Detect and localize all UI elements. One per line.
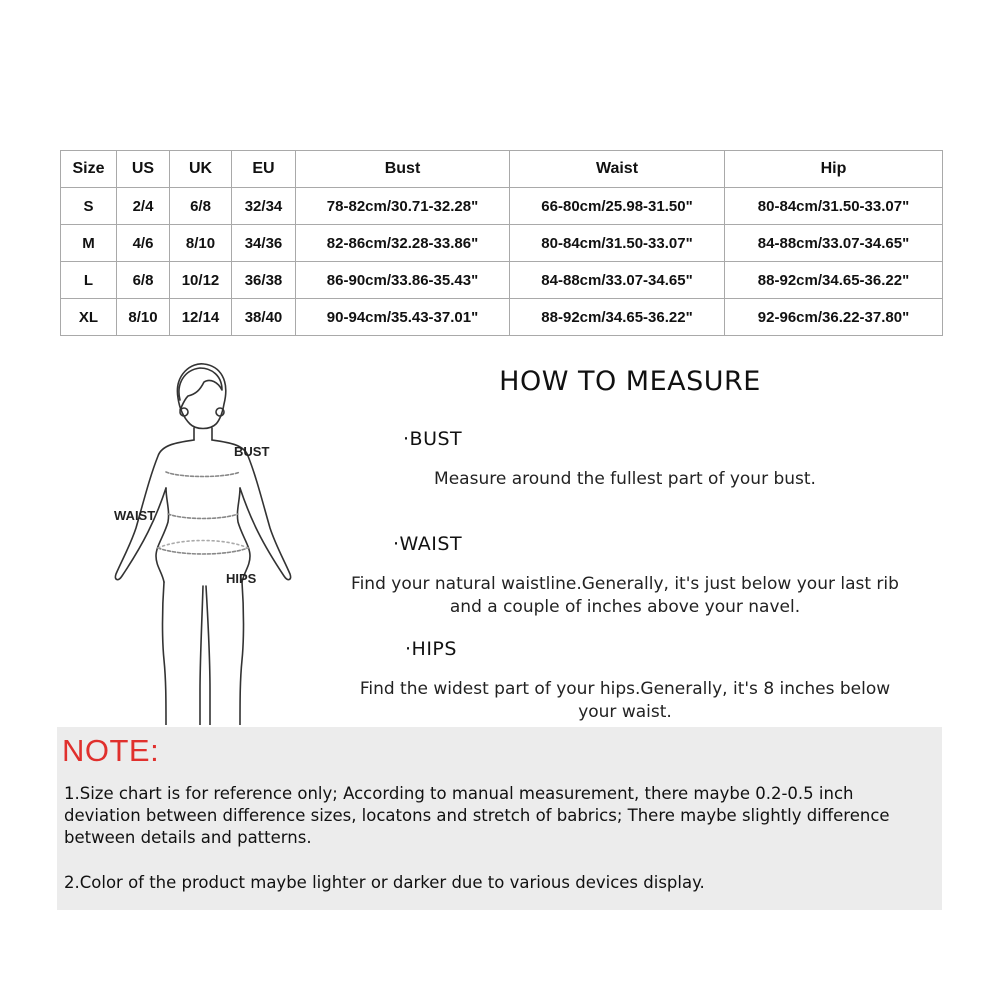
torso-right (237, 488, 250, 582)
figure-label-bust: BUST (234, 444, 270, 459)
table-row (61, 225, 943, 262)
table-cell: 88-92cm/34.65-36.22" (725, 262, 943, 299)
header-us: US (117, 151, 170, 188)
left-leg-outline (163, 582, 167, 725)
hips-instruction-line-2: your waist. (578, 702, 672, 722)
table-cell: 34/36 (232, 225, 296, 262)
bust-heading: ·BUST (403, 428, 463, 450)
hip-line (158, 548, 248, 554)
table-cell: 8/10 (170, 225, 232, 262)
hips-heading: ·HIPS (405, 638, 457, 660)
table-cell: M (61, 225, 117, 262)
figure-label-waist: WAIST (114, 508, 156, 523)
table-cell: XL (61, 299, 117, 336)
table-cell: 86-90cm/33.86-35.43" (296, 262, 510, 299)
how-to-measure-title: HOW TO MEASURE (499, 366, 761, 397)
table-cell: 8/10 (117, 299, 170, 336)
header-hip: Hip (725, 151, 943, 188)
table-cell: 66-80cm/25.98-31.50" (510, 188, 725, 225)
header-size: Size (61, 151, 117, 188)
waist-line (168, 514, 238, 519)
note-item-1-line-3: between details and patterns. (64, 828, 312, 847)
header-uk: UK (170, 151, 232, 188)
right-leg-outline (240, 582, 244, 725)
bust-instruction: Measure around the fullest part of your bust. (434, 469, 816, 489)
table-cell: 84-88cm/33.07-34.65" (725, 225, 943, 262)
header-bust: Bust (296, 151, 510, 188)
table-cell: 80-84cm/31.50-33.07" (725, 188, 943, 225)
note-item-2: 2.Color of the product maybe lighter or darker due to various devices display. (64, 873, 705, 892)
bust-line (166, 472, 240, 477)
table-cell: 82-86cm/32.28-33.86" (296, 225, 510, 262)
table-cell: 6/8 (170, 188, 232, 225)
table-cell: 2/4 (117, 188, 170, 225)
torso-left (156, 488, 169, 582)
figure-label-hips: HIPS (226, 571, 257, 586)
table-cell: 84-88cm/33.07-34.65" (510, 262, 725, 299)
table-row (61, 188, 943, 225)
neck-outline (194, 428, 212, 440)
hips-instruction-line-1: Find the widest part of your hips.Generally, it's 8 inches below (359, 679, 891, 699)
size-chart-table (60, 150, 943, 336)
waist-instruction-line-2: and a couple of inches above your navel. (449, 597, 801, 617)
table-cell: 88-92cm/34.65-36.22" (510, 299, 725, 336)
table-cell: 92-96cm/36.22-37.80" (725, 299, 943, 336)
header-waist: Waist (510, 151, 725, 188)
note-item-1-line-1: 1.Size chart is for reference only; According to manual measurement, there maybe 0.2-0.5 inch (64, 784, 854, 803)
table-header-row (61, 151, 943, 188)
table-cell: 36/38 (232, 262, 296, 299)
table-cell: 78-82cm/30.71-32.28" (296, 188, 510, 225)
body-measurement-figure (100, 360, 300, 725)
table-row (61, 262, 943, 299)
hip-line-back (158, 541, 248, 549)
table-cell: 10/12 (170, 262, 232, 299)
table-cell: S (61, 188, 117, 225)
table-cell: 32/34 (232, 188, 296, 225)
right-arm-outline (212, 440, 291, 580)
head-outline (177, 364, 225, 429)
table-cell: 6/8 (117, 262, 170, 299)
table-cell: 38/40 (232, 299, 296, 336)
table-cell: 12/14 (170, 299, 232, 336)
header-eu: EU (232, 151, 296, 188)
note-title: NOTE: (62, 733, 160, 768)
table-cell: 80-84cm/31.50-33.07" (510, 225, 725, 262)
table-cell: L (61, 262, 117, 299)
table-row (61, 299, 943, 336)
hair-outline (179, 368, 222, 410)
waist-heading: ·WAIST (393, 533, 463, 555)
inner-leg-outline (200, 586, 210, 725)
table-cell: 90-94cm/35.43-37.01" (296, 299, 510, 336)
waist-instruction-line-1: Find your natural waistline.Generally, it's just below your last rib (351, 574, 899, 594)
note-item-1-line-2: deviation between difference sizes, locatons and stretch of babrics; There maybe slightly difference (64, 806, 890, 825)
table-cell: 4/6 (117, 225, 170, 262)
